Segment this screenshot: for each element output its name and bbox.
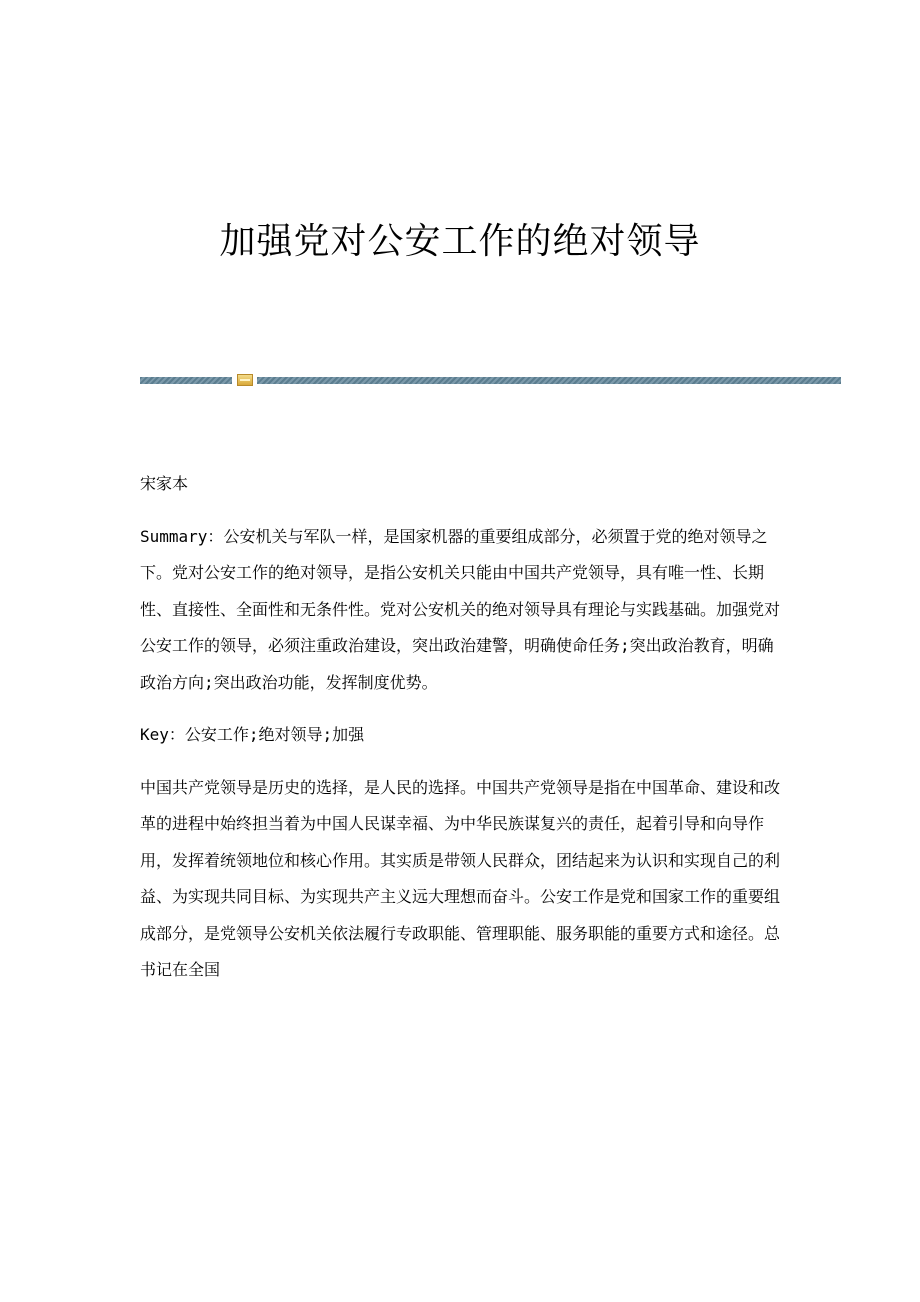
summary-label: Summary： <box>140 526 224 546</box>
author-name: 宋家本 <box>140 474 189 493</box>
divider-bar-left <box>140 377 232 384</box>
keywords-paragraph <box>140 717 780 754</box>
keywords-label: Key： <box>140 725 185 744</box>
divider-bar-right <box>257 377 841 384</box>
body-paragraph: 中国共产党领导是历史的选择，是人民的选择。中国共产党领导是指在中国革命、建设和改革的进程中始终担当着为中国人民谋幸福、为中华民族谋复兴的责任，起着引导和向导作用，发挥着统领地位和核心作用。其实质是带领人民群众，团结起来为认识和实现自己的利益、为实现共同目标、为实现共产主义远大理想而奋斗。公安工作是党和国家工作的重要组成部分，是党领导公安机关依法履行专政职能、管理职能、服务职能的重要方式和途径。总书记在全国 <box>140 777 781 979</box>
document-body <box>140 466 780 989</box>
title-divider <box>140 374 841 386</box>
summary-paragraph <box>140 519 780 702</box>
summary-text: 公安机关与军队一样，是国家机器的重要组成部分，必须置于党的绝对领导之下。党对公安工作的绝对领导，是指公安机关只能由中国共产党领导，具有唯一性、长期性、直接性、全面性和无条件性。党对公安机关的绝对领导具有理论与实践基础。加强党对公安工作的领导，必须注重政治建设，突出政治建警，明确使命任务;突出政治教育，明确政治方向;突出政治功能，发挥制度优势。 <box>140 526 781 692</box>
divider-emblem-icon <box>237 374 253 386</box>
keywords-text: 公安工作;绝对领导;加强 <box>184 725 365 744</box>
document-title: 加强党对公安工作的绝对领导 <box>219 221 701 262</box>
